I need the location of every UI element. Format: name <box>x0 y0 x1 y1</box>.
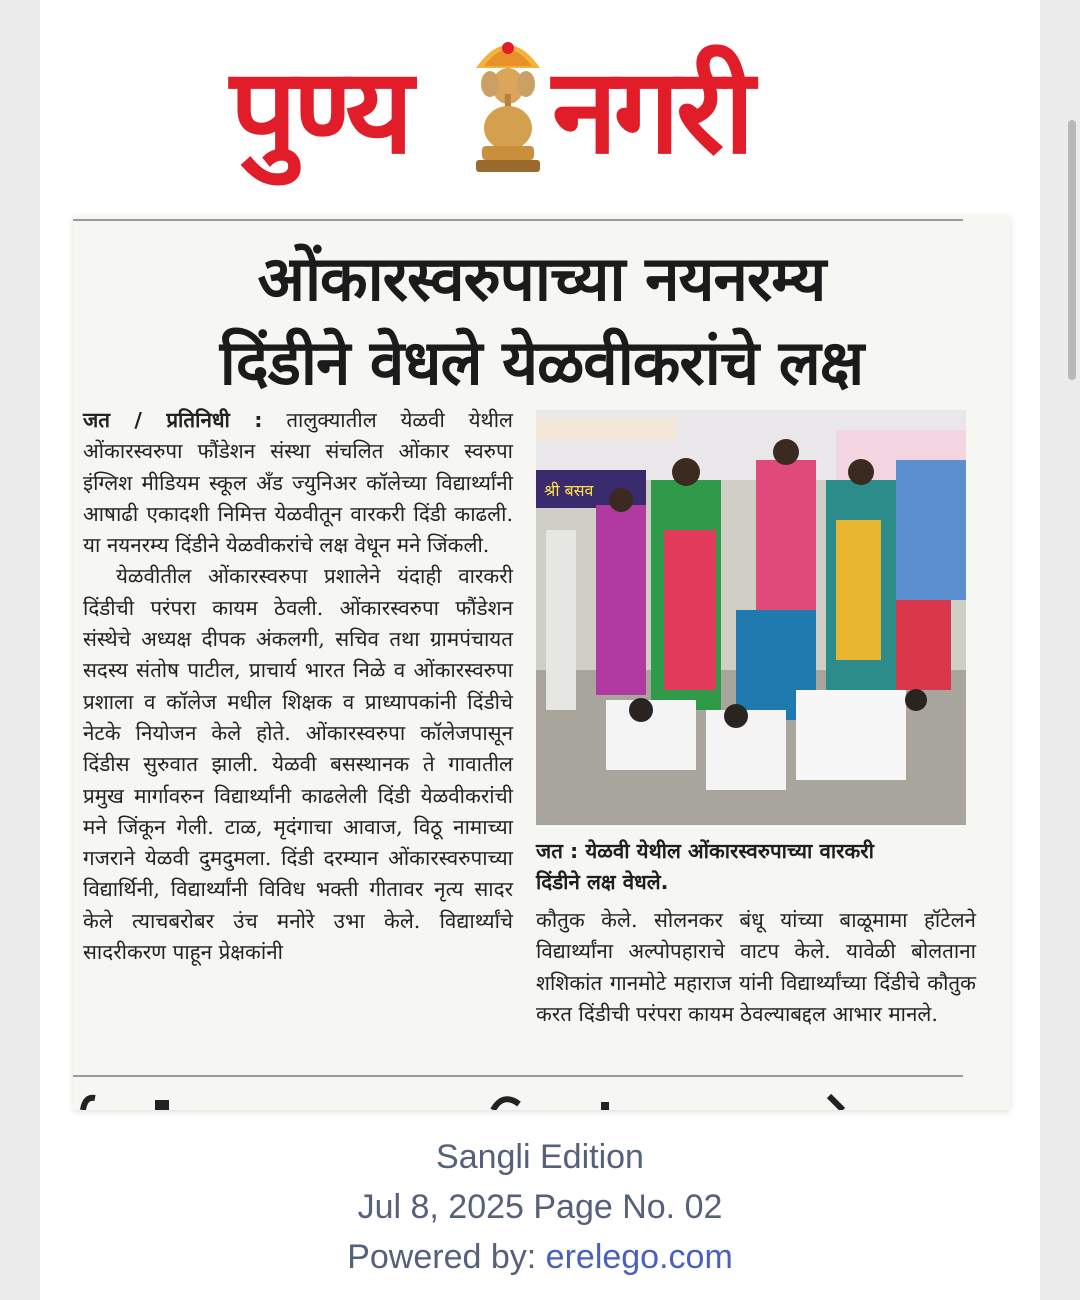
headline-line-1: ओंकारस्वरुपाच्या नयनरम्य <box>257 242 826 315</box>
headline-line-2: दिंडीने वेधले येळवीकरांचे लक्ष <box>219 326 864 399</box>
ganesh-idol-icon <box>466 28 550 178</box>
date-page-label: Jul 8, 2025 Page No. 02 <box>357 1188 723 1226</box>
powered-by-prefix: Powered by: <box>347 1238 537 1276</box>
masthead-right-word: नगरी <box>552 42 751 180</box>
powered-by <box>0 1238 1080 1277</box>
paragraph-1 <box>83 405 513 561</box>
paragraph-1-text: तालुक्यातील येळवी येथील ओंकारस्वरुपा फौंडेशन संस्था संचलित ओंकार स्वरुपा इंग्लिश मीडियम स्कूल अँड ज्युनिअर कॉलेच्या विद्यार्थ्यांनी आषाढी एकादशी निमित्त येळवीतून वारकरी दिंडी काढली. या नयनरम्य दिंडीने येळवीकरांचे लक्ष वेधून मने जिंकली. <box>83 408 514 558</box>
top-rule <box>73 219 963 221</box>
article-photo <box>536 410 966 825</box>
masthead <box>230 28 850 193</box>
powered-by-link[interactable]: erelego.com <box>545 1238 733 1276</box>
photo-caption <box>536 836 976 898</box>
bottom-rule <box>73 1075 963 1077</box>
caption-line-2: दिंडीने लक्ष वेधले. <box>536 870 669 894</box>
news-clipping <box>73 215 1010 1110</box>
dateline: जत / प्रतिनिधी : <box>83 408 263 432</box>
caption-line-1: जत : येळवी येथील ओंकारस्वरुपाच्या वारकरी <box>536 839 874 863</box>
paragraph-2: येळवीतील ओंकारस्वरुपा प्रशालेने यंदाही वारकरी दिंडीची परंपरा कायम ठेवली. ओंकारस्वरुपा फौंडेशन संस्थेचे अध्यक्ष दीपक अंकलगी, सचिव तथा ग्रामपंचायत सदस्य संतोष पाटील, प्राचार्य भारत निळे व ओंकारस्वरुपा प्रशाला व कॉलेज मधील शिक्षक व प्राध्यापकांनी दिंडीचे नेटके नियोजन केले होते. ओंकारस्वरुपा कॉलेजपासून दिंडीस सुरुवात झाली. येळवी बसस्थानक ते गावातील प्रमुख मार्गावरुन विद्यार्थ्यांनी काढलेली दिंडी येळवीकरांची मने जिंकून गेली. टाळ, मृदंगाचा आवाज, विठू नामाच्या गजराने येळवी दुमदुमला. दिंडी दरम्यान ओंकारस्वरुपाच्या विद्यार्थिनी, विद्यार्थ्यांनी विविध भक्ती गीतावर नृत्य सादर केले त्याचबरोबर उंच मनोरे उभा केले. विद्यार्थ्यांचे सादरीकरण पाहून प्रेक्षकांनी <box>83 564 513 965</box>
cut-off-next-headline <box>73 1090 1010 1110</box>
article-left-column <box>83 405 513 968</box>
masthead-left-word: पुण्य <box>230 42 410 180</box>
photo-sign-text: श्री बसव <box>544 481 594 500</box>
scrollbar[interactable] <box>1068 120 1076 380</box>
edition-label: Sangli Edition <box>436 1138 644 1176</box>
article-right-column: कौतुक केले. सोलनकर बंधू यांच्या बाळूमामा हॉटेलने विद्यार्थ्यांना अल्पोपहाराचे वाटप केले. यावेळी बोलताना शशिकांत गानमोटे महाराज यांनी विद्यार्थ्यांच्या दिंडीचे कौतुक करत दिंडीची परंपरा कायम ठेवल्याबद्दल आभार मानले. <box>536 908 976 1026</box>
